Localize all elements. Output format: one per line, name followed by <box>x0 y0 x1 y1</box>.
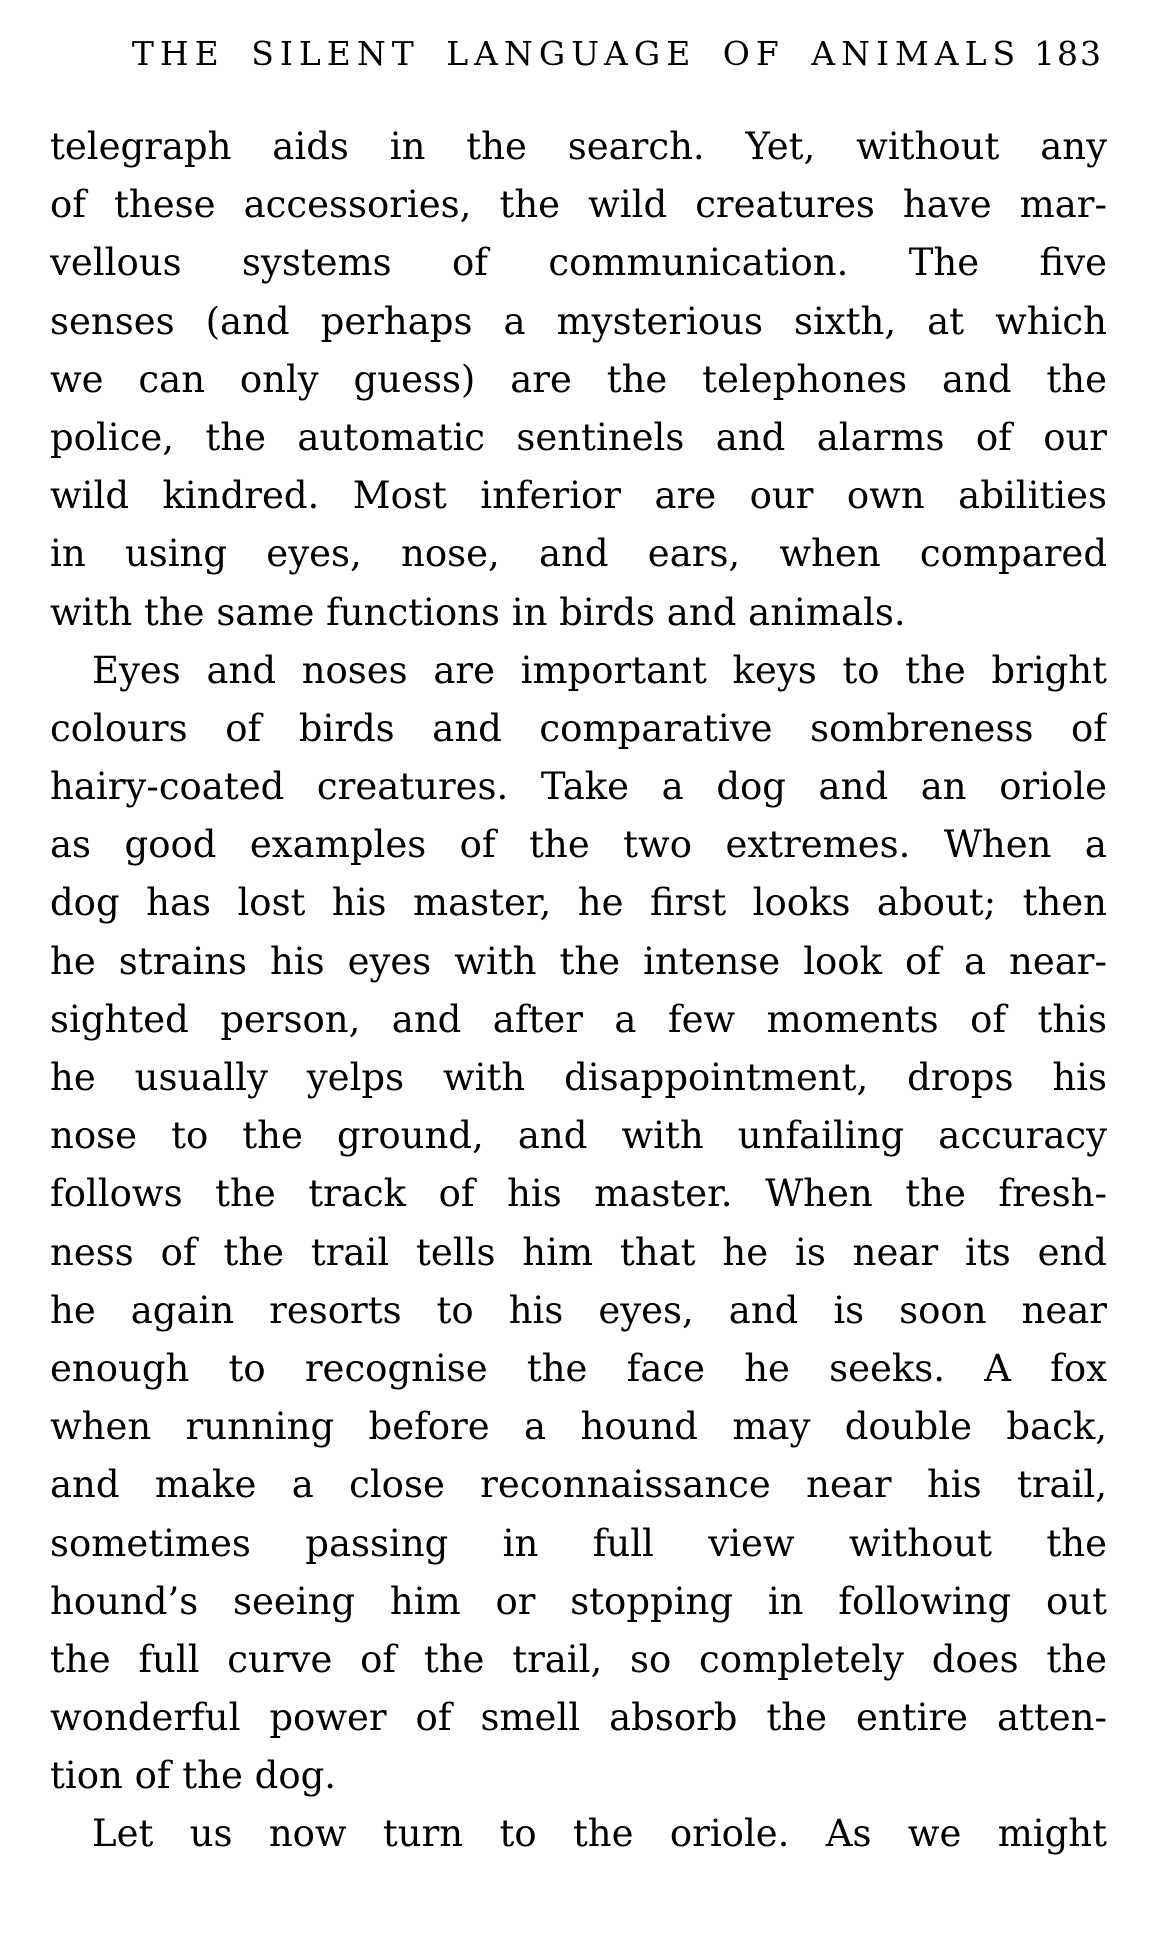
text-line: he strains his eyes with the intense look of a near- <box>50 939 1107 983</box>
text-line: as good examples of the two extremes. When a <box>50 823 1107 867</box>
text-line: and make a close reconnaissance near his trail, <box>50 1463 1107 1507</box>
text-line: the full curve of the trail, so completely does the <box>50 1637 1107 1681</box>
text-line: tion of the dog. <box>50 1754 337 1798</box>
text-line: hairy-coated creatures. Take a dog and an oriole <box>50 765 1107 809</box>
text-line: he usually yelps with disappointment, drops his <box>50 1056 1107 1099</box>
text-line: follows the track of his master. When the fresh- <box>50 1172 1107 1216</box>
text-line: wild kindred. Most inferior are our own abilities <box>50 474 1107 518</box>
text-line: hound’s seeing him or stopping in following out <box>50 1579 1107 1623</box>
paragraph <box>50 642 1107 1806</box>
text-line: senses (and perhaps a mysterious sixth, at which <box>50 299 1107 343</box>
text-line: of these accessories, the wild creatures have mar- <box>50 183 1107 227</box>
text-line: Eyes and noses are important keys to the bright <box>92 648 1107 692</box>
text-line: Let us now turn to the oriole. As we might <box>92 1812 1107 1856</box>
text-line: vellous systems of communication. The five <box>50 241 1107 285</box>
paragraph <box>50 1805 1107 1863</box>
page-number: 183 <box>1034 34 1103 73</box>
text-line: we can only guess) are the telephones and the <box>50 357 1107 401</box>
text-line: enough to recognise the face he seeks. A fox <box>50 1346 1107 1390</box>
text-line: he again resorts to his eyes, and is soon near <box>50 1288 1107 1332</box>
text-line: with the same functions in birds and animals. <box>50 590 906 634</box>
text-line: in using eyes, nose, and ears, when compared <box>50 532 1107 576</box>
text-line: nose to the ground, and with unfailing accuracy <box>50 1114 1107 1158</box>
page-body <box>50 118 1107 1864</box>
text-line: wonderful power of smell absorb the entire atten- <box>50 1696 1107 1740</box>
text-line: sometimes passing in full view without the <box>50 1521 1107 1565</box>
text-line: police, the automatic sentinels and alarms of our <box>50 415 1107 459</box>
paragraph <box>50 118 1107 642</box>
text-line: colours of birds and comparative sombreness of <box>50 706 1107 750</box>
text-line: when running before a hound may double back, <box>50 1405 1107 1449</box>
running-head <box>50 34 1103 78</box>
text-line: ness of the trail tells him that he is near its end <box>50 1230 1107 1274</box>
text-line: telegraph aids in the search. Yet, without any <box>50 125 1107 168</box>
text-line: dog has lost his master, he first looks about; then <box>50 881 1107 925</box>
text-line: sighted person, and after a few moments of this <box>50 997 1107 1041</box>
chapter-title: THE SILENT LANGUAGE OF ANIMALS <box>131 34 1022 73</box>
